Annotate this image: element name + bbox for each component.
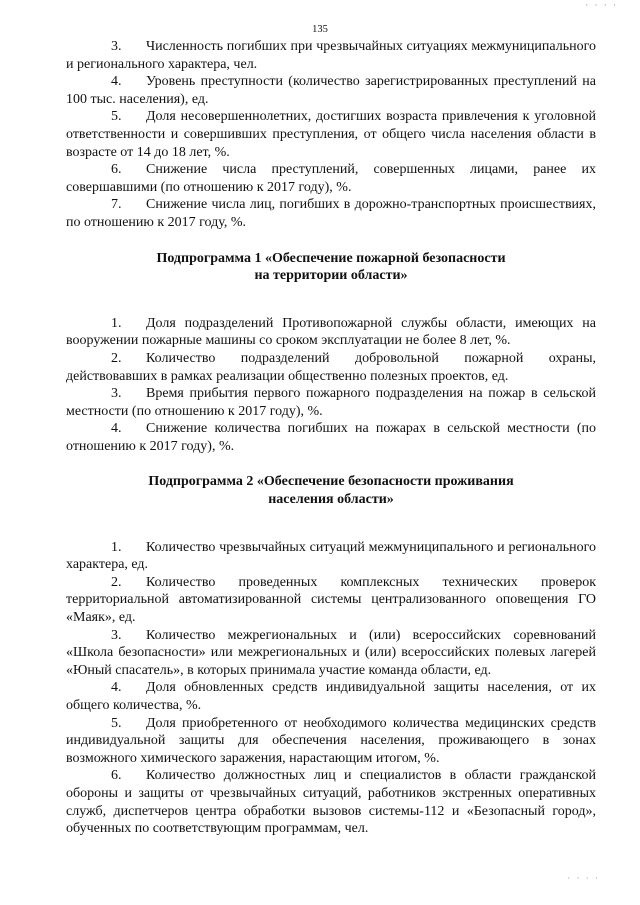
item-number: 3. xyxy=(111,386,122,402)
list-item xyxy=(66,420,596,455)
list-item xyxy=(66,715,596,768)
intro-list xyxy=(66,38,596,232)
list-item xyxy=(66,385,596,420)
list-item xyxy=(66,73,596,108)
item-text: Количество межрегиональных и (или) всероссийских соревнований «Школа безопасности» или межрегиональных и (или) всероссийских полевых лагерей «Юный спасатель», в которых принимала участие команда области, ед. xyxy=(66,627,596,678)
item-number: 5. xyxy=(111,715,122,731)
list-item xyxy=(66,38,596,73)
item-text: Количество проведенных комплексных технических проверок территориальной автоматизированной системы централизованного оповещения ГО «Маяк», ед. xyxy=(66,574,596,626)
item-number: 3. xyxy=(111,39,122,54)
item-text: Снижение числа преступлений, совершенных лицами, ранее их совершавшими (по отношению к 2017 году), %. xyxy=(66,162,596,195)
heading-line: Подпрограмма 2 «Обеспечение безопасности проживания xyxy=(148,474,514,490)
item-number: 2. xyxy=(111,574,122,590)
item-number: 3. xyxy=(111,627,122,643)
list-item xyxy=(66,350,596,385)
item-number: 1. xyxy=(111,539,122,555)
heading-line: Подпрограмма 1 «Обеспечение пожарной безопасности xyxy=(156,250,506,266)
corner-mark-top: · · · · xyxy=(585,0,618,10)
list-item xyxy=(66,574,596,627)
item-number: 7. xyxy=(111,197,122,213)
item-number: 4. xyxy=(111,680,122,696)
item-text: Доля приобретенного от необходимого количества медицинских средств индивидуальной защиты для обеспечения населения, проживающего в зонах возможного химического заражения, нарастающим итогом, %. xyxy=(66,715,596,766)
item-number: 6. xyxy=(111,162,122,178)
list-item xyxy=(66,315,596,350)
item-text: Численность погибших при чрезвычайных ситуациях межмуниципального и регионального характера, чел. xyxy=(66,39,596,72)
item-number: 5. xyxy=(111,109,122,125)
page-number: 135 xyxy=(312,24,328,35)
corner-mark-bottom: · · · · xyxy=(567,873,600,883)
item-number: 6. xyxy=(111,768,122,784)
item-text: Снижение числа лиц, погибших в дорожно-транспортных происшествиях, по отношению к 2017 году, %. xyxy=(66,197,596,230)
item-number: 4. xyxy=(111,74,122,90)
list-item xyxy=(66,767,596,837)
item-text: Доля несовершеннолетних, достигших возраста привлечения к уголовной ответственности и совершивших преступления, от общего числа населения области в возрасте от 14 до 18 лет, %. xyxy=(66,109,596,160)
item-text: Количество должностных лиц и специалистов в области гражданской обороны и защиты от чрезвычайных ситуаций, работников экстренных оперативных служб, диспетчеров центра обработки вызовов системы-112 и «Безопасный город», обученных по соответствующим программам, чел. xyxy=(66,768,596,837)
list-item xyxy=(66,108,596,161)
list-item xyxy=(66,539,596,574)
item-text: Доля подразделений Противопожарной службы области, имеющих на вооружении пожарные машины со сроком эксплуатации не более 8 лет, %. xyxy=(66,315,596,349)
list-item xyxy=(66,679,596,714)
item-text: Доля обновленных средств индивидуальной защиты населения, от их общего количества, %. xyxy=(66,680,596,713)
subprogram2-list xyxy=(66,539,596,838)
item-number: 4. xyxy=(111,421,122,437)
document-body xyxy=(66,38,596,838)
item-text: Количество подразделений добровольной пожарной охраны, действовавших в рамках реализации общественно полезных проектов, ед. xyxy=(66,350,596,384)
item-text: Снижение количества погибших на пожарах в сельской местности (по отношению к 2017 году), %. xyxy=(66,421,596,454)
item-number: 2. xyxy=(111,350,122,366)
list-item xyxy=(66,196,596,231)
heading-line: на территории области» xyxy=(254,268,408,284)
list-item xyxy=(66,627,596,680)
heading-line: населения области» xyxy=(268,492,394,508)
list-item xyxy=(66,161,596,196)
item-text: Уровень преступности (количество зарегистрированных преступлений на 100 тыс. населения), ед. xyxy=(66,74,596,107)
subprogram1-heading xyxy=(66,250,596,285)
item-text: Количество чрезвычайных ситуаций межмуниципального и регионального характера, ед. xyxy=(66,539,596,573)
item-number: 1. xyxy=(111,315,122,331)
subprogram2-heading xyxy=(66,473,596,508)
subprogram1-list xyxy=(66,315,596,456)
item-text: Время прибытия первого пожарного подразделения на пожар в сельской местности (по отношению к 2017 году), %. xyxy=(66,386,596,419)
